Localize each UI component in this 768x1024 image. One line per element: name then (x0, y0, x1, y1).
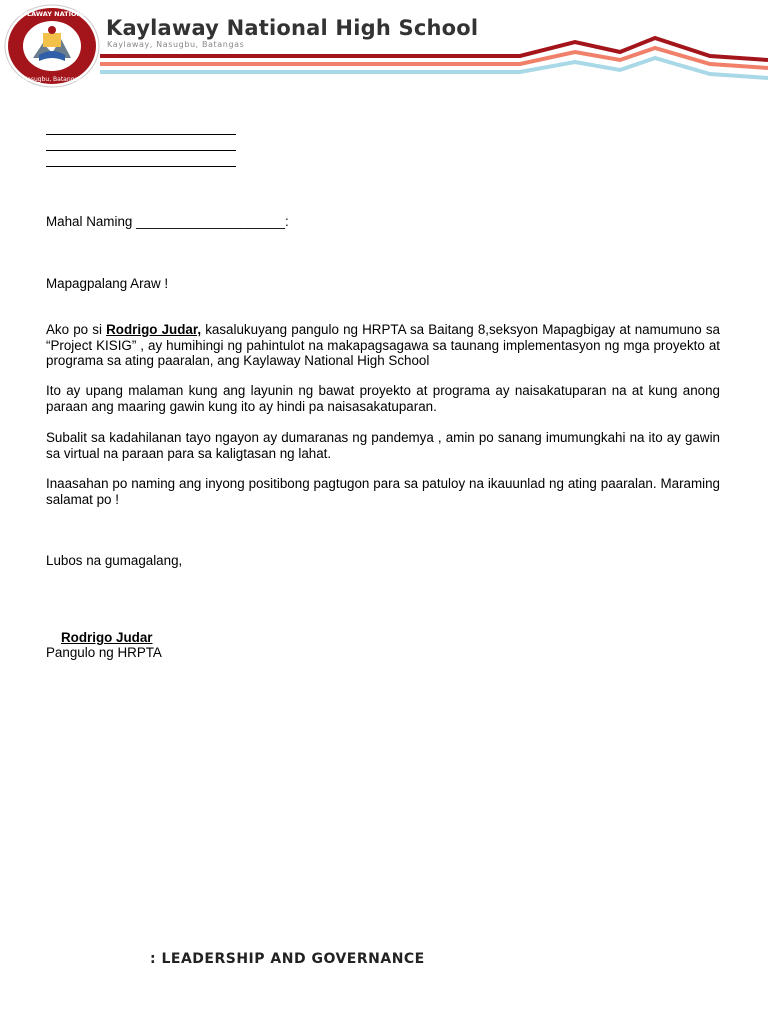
greeting: Mapagpalang Araw ! (46, 276, 169, 291)
school-address: Kaylaway, Nasugbu, Batangas (107, 40, 245, 49)
footer-label: : LEADERSHIP AND GOVERNANCE (150, 951, 425, 967)
p1-after: kasalukuyang pangulo ng HRPTA sa Baitang 8,seksyon Mapagbigay at namumuno sa “Project KISIG” , ay humihingi ng pahintulot na makapagsagawa sa taunang implementasyon ng mga proyekto at programa sa ating paaralan, ang Kaylaway National High School (46, 322, 720, 368)
closing: Lubos na gumagalang, (46, 553, 183, 568)
p1-before: Ako po si (46, 322, 107, 337)
school-seal-logo (3, 3, 101, 89)
salutation (46, 214, 720, 230)
salutation-blank: ____________________ (136, 214, 286, 229)
salutation-suffix: : (285, 214, 289, 229)
recipient-blank-line (46, 150, 236, 151)
paragraph-2: Ito ay upang malaman kung ang layunin ng bawat proyekto at programa ay naisakatuparan na at kung anong paraan ang maaring gawin kung ito ay hindi pa naisasakatuparan. (46, 383, 720, 414)
signatory-name: Rodrigo Judar (61, 630, 153, 645)
recipient-blank-line (46, 166, 236, 167)
svg-text:KAYLAWAY NATIONAL: KAYLAWAY NATIONAL (12, 10, 92, 18)
paragraph-3: Subalit sa kadahilanan tayo ngayon ay dumaranas ng pandemya , amin po sanang imumungkahi na ito ay gawin sa virtual na paraan para sa kaligtasan ng lahat. (46, 430, 720, 461)
p1-name: Rodrigo Judar, (106, 322, 202, 337)
decorative-stripes (100, 30, 768, 90)
school-name: Kaylaway National High School (106, 16, 479, 40)
signatory-title: Pangulo ng HRPTA (46, 645, 162, 660)
letterhead (0, 0, 768, 95)
paragraph-4: Inaasahan po naming ang inyong positibong pagtugon para sa patuloy na ikauunlad ng ating paaralan. Maraming salamat po ! (46, 476, 720, 507)
recipient-blank-line (46, 134, 236, 135)
salutation-prefix: Mahal Naming (46, 214, 137, 229)
paragraph-1 (46, 322, 720, 369)
svg-text:Nasugbu, Batangas: Nasugbu, Batangas (22, 76, 82, 83)
